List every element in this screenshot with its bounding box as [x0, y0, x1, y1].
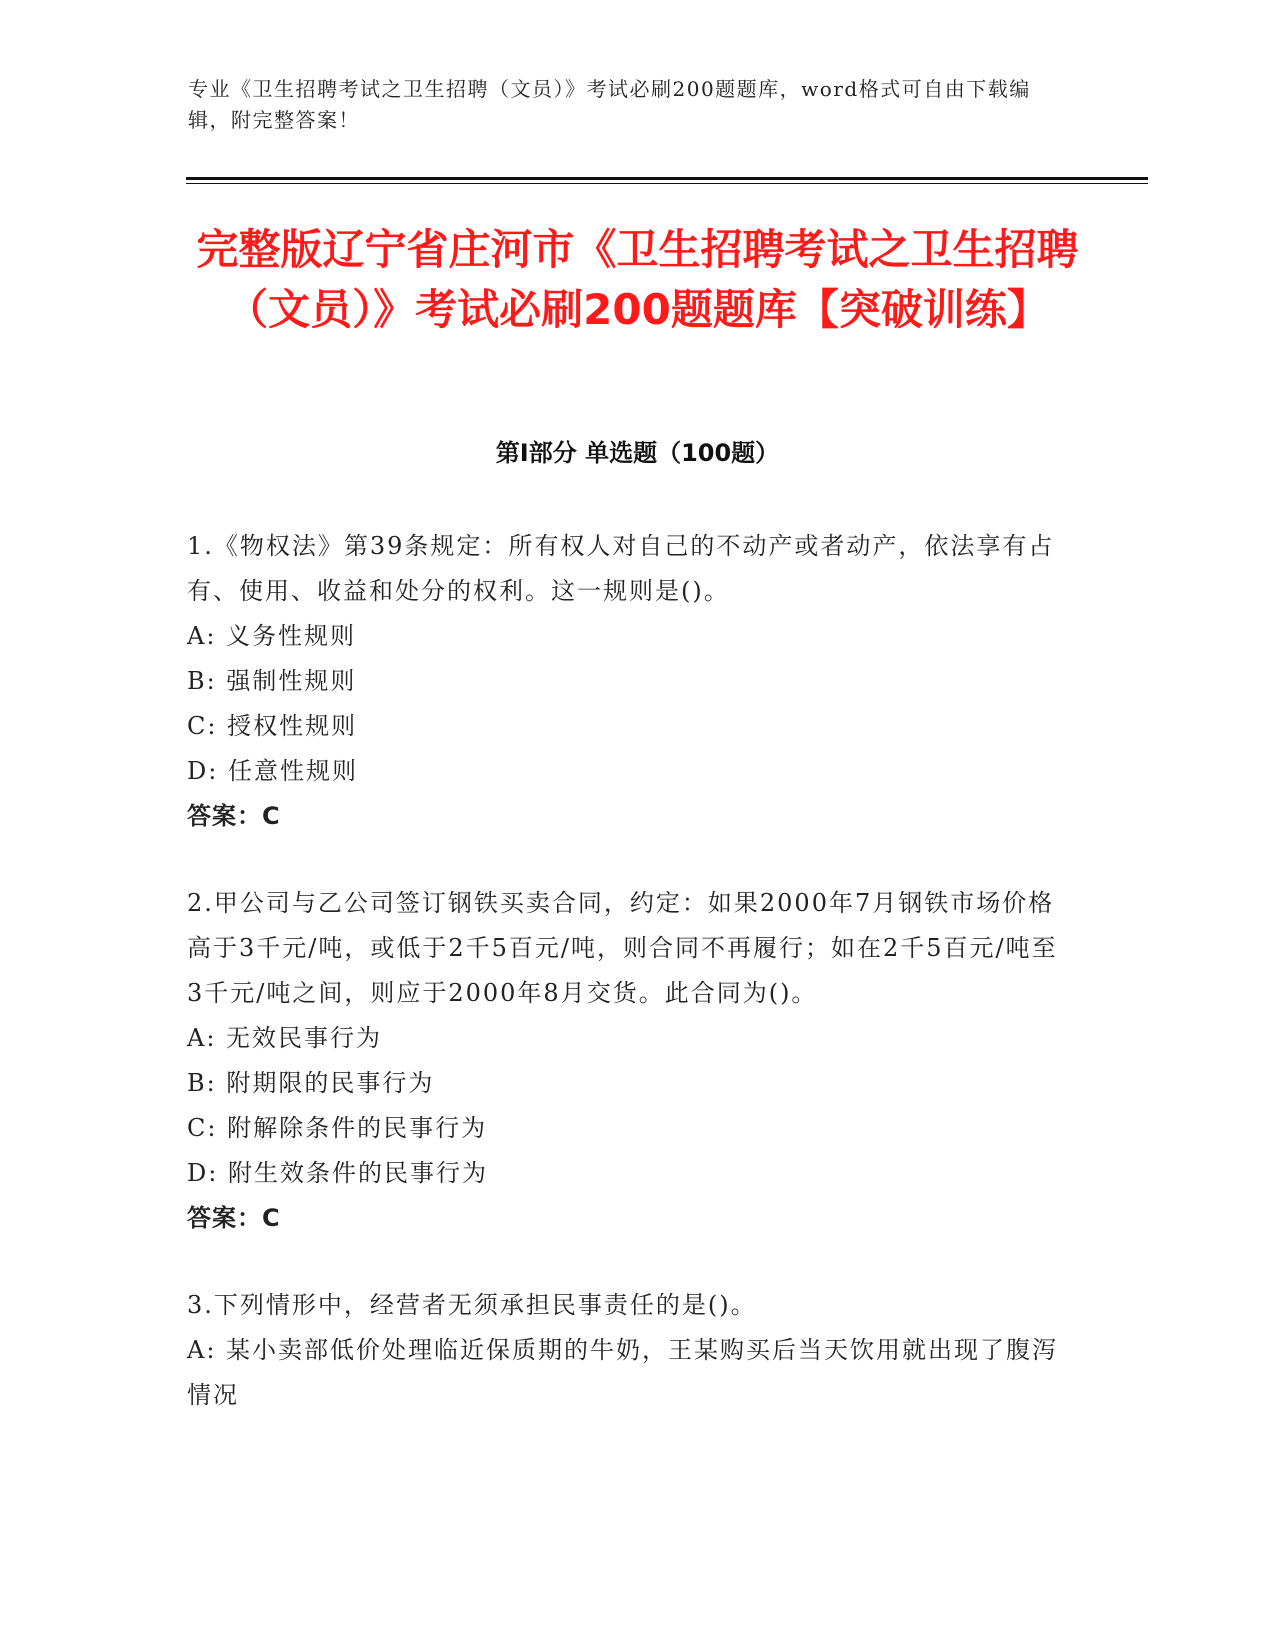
section-heading: 第Ⅰ部分 单选题（100题）	[495, 439, 780, 467]
question-stem: 2.甲公司与乙公司签订钢铁买卖合同，约定：如果2000年7月钢铁市场价格高于3千元/吨，或低于2千5百元/吨，则合同不再履行；如在2千5百元/吨至3千元/吨之间，则应于2000年8月交货。此合同为()。	[187, 889, 1058, 1007]
option-a: A: 义务性规则	[187, 622, 357, 650]
document-title: 完整版辽宁省庄河市《卫生招聘考试之卫生招聘（文员）》考试必刷200题题库【突破训练】	[196, 225, 1079, 334]
option-a: A: 某小卖部低价处理临近保质期的牛奶，王某购买后当天饮用就出现了腹泻情况	[187, 1336, 1059, 1409]
option-d: D: 附生效条件的民事行为	[187, 1159, 488, 1187]
question-1	[187, 524, 1067, 839]
option-c: C: 附解除条件的民事行为	[187, 1114, 488, 1142]
question-list	[187, 524, 1067, 1460]
question-stem: 1.《物权法》第39条规定：所有权人对自己的不动产或者动产，依法享有占有、使用、收益和处分的权利。这一规则是()。	[187, 532, 1055, 605]
option-a: A: 无效民事行为	[187, 1024, 383, 1052]
question-2	[187, 881, 1067, 1241]
option-d: D: 任意性规则	[187, 757, 358, 785]
header-divider-thin	[186, 183, 1148, 184]
answer: 答案：C	[187, 1204, 281, 1232]
question-stem: 3.下列情形中，经营者无须承担民事责任的是()。	[187, 1291, 757, 1319]
option-c: C: 授权性规则	[187, 712, 358, 740]
question-3	[187, 1283, 1067, 1418]
header-note: 专业《卫生招聘考试之卫生招聘（文员）》考试必刷200题题库，word格式可自由下载编辑，附完整答案！	[188, 77, 1031, 132]
header-divider	[186, 177, 1148, 180]
option-b: B: 强制性规则	[187, 667, 357, 695]
option-b: B: 附期限的民事行为	[187, 1069, 435, 1097]
answer: 答案：C	[187, 802, 281, 830]
